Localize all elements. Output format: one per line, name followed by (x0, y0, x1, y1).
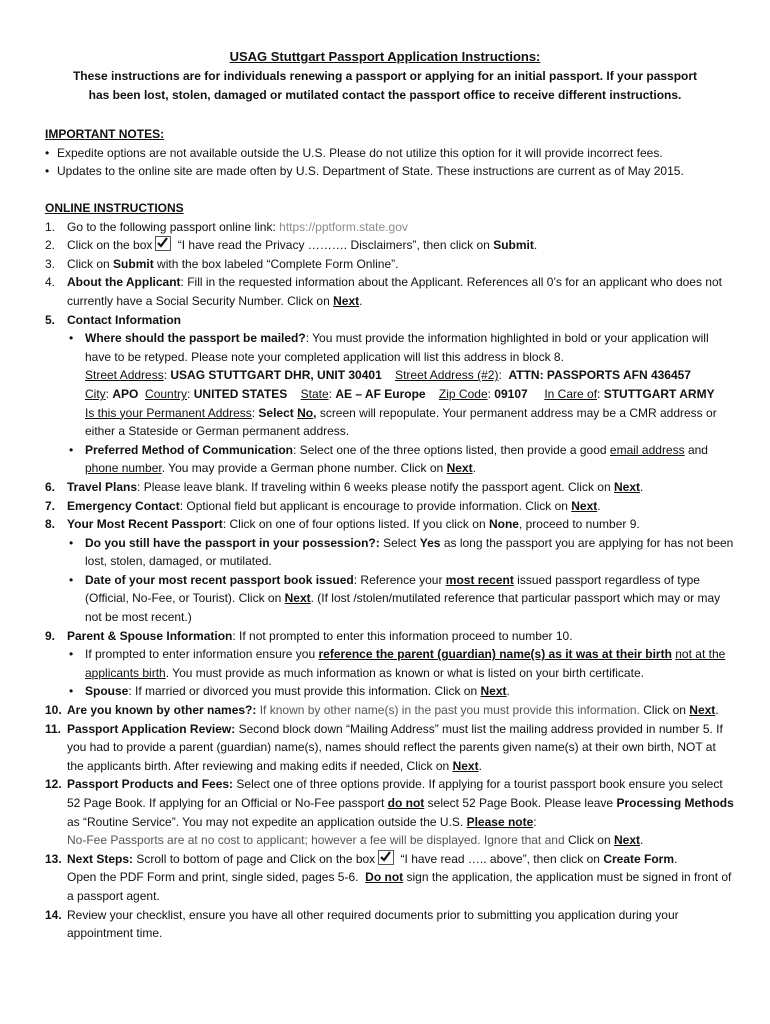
bullet-icon: • (69, 684, 74, 699)
instruction-1: 1. Go to the following passport online link: https://pptform.state.gov (45, 219, 408, 234)
instruction-5: 5. Contact Information (45, 312, 181, 327)
bullet-icon: • (69, 572, 74, 587)
checkbox-checked-icon (155, 236, 171, 251)
instruction-2: 2. Click on the box “I have read the Privacy ………. Disclaimers”, then click on Submit. (45, 238, 538, 253)
instruction-5-communication: • Preferred Method of Communication: Select one of the three options listed, then provide a good email address and phone number. You may provide a German phone number. Click on Next. (69, 442, 708, 476)
instruction-4: 4. About the Applicant: Fill in the requested information about the Applicant. References all 0’s for an applicant who does not currently have a Social Security Number. Click on Next. (45, 275, 722, 308)
instruction-11: 11. Passport Application Review: Second block down “Mailing Address” must list the mailing address provided in number 5. If you had to provide a parent (guardian) name(s), names should reflect the parents given name(s) at their own birth, NOT at the applicants birth. After reviewing and making edits if needed, Click on Next. (45, 721, 723, 773)
bullet-icon: • (69, 331, 74, 346)
instruction-5-mailing: • Where should the passport be mailed?: You must provide the information highlighted in bold or your application will have to be retyped. Please note your completed application will list this address in block 8. Street Address: USAG STUTTGART DHR, UNIT 30401 Street Address (#2): ATTN: PASSPORTS AFN 436457 City: APO Country: UNITED STATES State: AE – AF Europe Zip Code: 09107 In Care of: STUTTGART ARMY Is this your Permanent Address: Select No, screen will repopulate. Your permanent address may be a CMR address or either a Stateside or German permanent address. (69, 331, 717, 439)
pptform-link[interactable]: https://pptform.state.gov (279, 219, 408, 234)
instruction-7: 7. Emergency Contact: Optional field but applicant is encourage to provide information. Click on Next. (45, 498, 601, 513)
instruction-13: 13. Next Steps: Scroll to bottom of page and Click on the box “I have read ….. above”, then click on Create Form. Open the PDF Form and print, single sided, pages 5-6. Do not sign the application, the application must be signed in front of a passport agent. (45, 851, 732, 903)
bullet-icon: • (45, 164, 50, 179)
checkbox-checked-icon (378, 850, 394, 865)
page-title: USAG Stuttgart Passport Application Instructions: (229, 49, 541, 64)
important-note-1: • Expedite options are not available outside the U.S. Please do not utilize this option for it will provide incorrect fees. (45, 144, 735, 163)
instruction-12: 12. Passport Products and Fees: Select one of three options provide. If applying for a tourist passport book ensure you select 52 Page Book. If applying for an Official or No-Fee passport do not select 52 Page Book. Please leave Processing Methods as “Routine Service”. You may not expedite an application outside the U.S. Please note: No-Fee Passports are at no cost to applicant; however a fee will be displayed. Ignore that and Click on Next. (45, 777, 734, 848)
instruction-9-spouse: • Spouse: If married or divorced you must provide this information. Click on Next. (67, 682, 735, 701)
instruction-6: 6. Travel Plans: Please leave blank. If traveling within 6 weeks please notify the passport agent. Click on Next. (45, 479, 644, 494)
instruction-9-parent: • If prompted to enter information ensure you reference the parent (guardian) name(s) as it was at their birth not at the applicants birth. You must provide as much information as known or what is listed on your birth certificate. (69, 647, 726, 680)
instruction-9: 9. Parent & Spouse Information: If not prompted to enter this information proceed to number 10. (45, 628, 573, 643)
bullet-icon: • (69, 647, 74, 662)
bullet-icon: • (69, 442, 74, 457)
important-notes-heading: IMPORTANT NOTES: (45, 127, 165, 141)
important-note-2: • Updates to the online site are made often by U.S. Department of State. These instructions are current as of May 2015. (45, 162, 735, 181)
online-instructions-heading: ONLINE INSTRUCTIONS (45, 201, 184, 215)
bullet-icon: • (69, 535, 74, 550)
instruction-3: 3. Click on Submit with the box labeled “Complete Form Online”. (45, 256, 399, 271)
instruction-14: 14. Review your checklist, ensure you have all other required documents prior to submitting you application during your appointment time. (45, 907, 679, 941)
page-subtitle: These instructions are for individuals renewing a passport or applying for an initial passport. If your passport has been lost, stolen, damaged or mutilated contact the passport office to receive different instructions. (72, 69, 698, 102)
online-instructions-section (45, 199, 735, 943)
instruction-8-possession: • Do you still have the passport in your possession?: Select Yes as long the passport you are applying for has not been lost, stolen, damaged, or mutilated. (69, 535, 734, 569)
bullet-icon: • (45, 145, 50, 160)
important-notes-section (45, 125, 735, 181)
instruction-10: 10. Are you known by other names?: If known by other name(s) in the past you must provide this information. Click on Next. (45, 703, 719, 718)
instruction-8: 8. Your Most Recent Passport: Click on one of four options listed. If you click on None, proceed to number 9. (45, 517, 640, 532)
instruction-8-date-issued: • Date of your most recent passport book issued: Reference your most recent issued passport regardless of type (Official, No-Fee, or Tourist). Click on Next. (If lost /stolen/mutilated reference that particular passport which may or may not be most recent.) (69, 572, 721, 625)
